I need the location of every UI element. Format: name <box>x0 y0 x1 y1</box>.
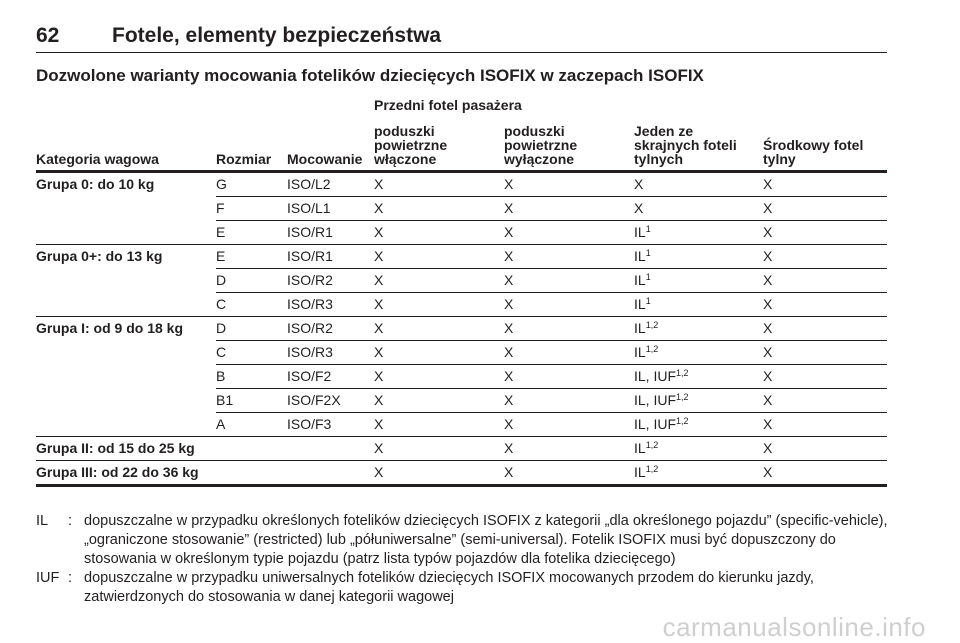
cell-rear-middle-text: X <box>763 344 773 360</box>
cell-rear-middle <box>763 176 772 192</box>
table-bottom-rule <box>36 484 887 487</box>
cell-mount-text: ISO/F2 <box>287 368 332 384</box>
cell-size-text: E <box>216 224 226 240</box>
cell-airbag-on <box>374 416 383 432</box>
cell-airbag-off-text: X <box>504 416 514 432</box>
table-row <box>0 172 960 196</box>
footnote-il-colon: : <box>68 513 73 529</box>
cell-rear-outer <box>634 368 689 384</box>
cell-size <box>216 272 226 288</box>
cell-rear-outer <box>634 440 658 456</box>
cell-rear-middle-text: X <box>763 392 773 408</box>
cell-category-text: Grupa III: od 22 do 36 kg <box>36 464 199 480</box>
cell-airbag-on <box>374 464 383 480</box>
cell-airbag-off <box>504 320 513 336</box>
cell-rear-middle <box>763 224 772 240</box>
cell-rear-outer <box>634 248 651 264</box>
cell-size-text: A <box>216 416 226 432</box>
header-line: powietrzne <box>504 137 578 153</box>
watermark: carmanualsonline.info <box>662 612 926 642</box>
footnote-iuf-term: IUF <box>36 570 60 586</box>
column-header-rear-middle <box>763 138 863 166</box>
cell-rear-outer <box>634 224 651 240</box>
cell-airbag-off-text: X <box>504 176 514 192</box>
column-group-header: Przedni fotel pasażera <box>374 97 522 113</box>
cell-rear-middle-text: X <box>763 224 773 240</box>
cell-airbag-off-text: X <box>504 464 514 480</box>
cell-rear-middle-text: X <box>763 320 773 336</box>
table-row <box>0 412 960 436</box>
cell-airbag-on <box>374 272 383 288</box>
cell-mount <box>287 272 333 288</box>
cell-airbag-on <box>374 248 383 264</box>
cell-size-text: F <box>216 200 225 216</box>
page-number: 62 <box>36 24 60 47</box>
cell-mount-text: ISO/R3 <box>287 344 333 360</box>
column-header-category: Kategoria wagowa <box>36 151 159 167</box>
header-line: skrajnych foteli <box>634 137 737 153</box>
column-header-rear-outer <box>634 124 737 166</box>
cell-airbag-on-text: X <box>374 368 384 384</box>
cell-rear-middle-text: X <box>763 272 773 288</box>
cell-mount <box>287 368 331 384</box>
cell-rear-outer-text: IL <box>634 344 646 360</box>
cell-rear-outer <box>634 272 651 288</box>
cell-airbag-on-text: X <box>374 248 384 264</box>
header-line: Środkowy fotel <box>763 137 864 153</box>
table-row <box>0 460 960 484</box>
cell-mount <box>287 248 333 264</box>
table-row <box>0 316 960 340</box>
cell-category-text: Grupa II: od 15 do 25 kg <box>36 440 195 456</box>
footnote-il-text: dopuszczalne w przypadku określonych fotelików dziecięcych ISOFIX z kategorii „dla określonego pojazdu” (specific-vehicle), „ograniczone stosowanie” (restricted) lub „półuniwersalne” (semi-universal). Fotelik ISOFIX musi być dopuszczony do stosowania w określonym typie pojazdu (patrz lista typów pojazdów dla fotelika dziecięcego) <box>84 513 888 567</box>
header-line: tylnych <box>634 151 684 167</box>
cell-airbag-off <box>504 224 513 240</box>
cell-size-text: G <box>216 176 227 192</box>
cell-airbag-on <box>374 200 383 216</box>
cell-rear-middle <box>763 320 772 336</box>
cell-mount <box>287 200 331 216</box>
cell-rear-outer <box>634 344 658 360</box>
cell-size-text: E <box>216 248 226 264</box>
table-title: Dozwolone warianty mocowania fotelików dziecięcych ISOFIX w zaczepach ISOFIX <box>36 66 704 85</box>
cell-mount <box>287 416 331 432</box>
cell-airbag-off <box>504 272 513 288</box>
footnote-ref: 1,2 <box>676 416 689 426</box>
cell-rear-middle <box>763 416 772 432</box>
cell-rear-outer-text: IL, IUF <box>634 368 677 384</box>
cell-rear-outer-text: IL <box>634 296 646 312</box>
cell-rear-outer <box>634 392 689 408</box>
cell-mount-text: ISO/F3 <box>287 416 332 432</box>
cell-airbag-off <box>504 296 513 312</box>
cell-rear-outer-text: IL, IUF <box>634 392 677 408</box>
cell-airbag-on-text: X <box>374 224 384 240</box>
cell-rear-middle <box>763 440 772 456</box>
cell-category <box>36 176 154 192</box>
cell-airbag-off-text: X <box>504 296 514 312</box>
footnote-il-term: IL <box>36 513 49 529</box>
cell-mount <box>287 224 333 240</box>
table-row <box>0 268 960 292</box>
table-row <box>0 436 960 460</box>
cell-rear-middle <box>763 200 772 216</box>
cell-size-text: D <box>216 320 227 336</box>
cell-category <box>36 320 183 336</box>
cell-rear-outer-text: IL <box>634 248 646 264</box>
table-row <box>0 388 960 412</box>
column-header-airbag-on <box>374 124 447 166</box>
column-header-mount: Mocowanie <box>287 151 363 167</box>
cell-rear-outer-text: IL <box>634 464 646 480</box>
cell-rear-outer-text: IL, IUF <box>634 416 677 432</box>
cell-rear-outer-text: IL <box>634 272 646 288</box>
cell-airbag-on-text: X <box>374 296 384 312</box>
cell-rear-middle-text: X <box>763 248 773 264</box>
cell-mount-text: ISO/R3 <box>287 296 333 312</box>
cell-mount <box>287 296 333 312</box>
footnote-ref: 1 <box>645 272 651 282</box>
footnote-ref: 1,2 <box>645 344 659 354</box>
cell-airbag-on <box>374 176 383 192</box>
cell-airbag-off-text: X <box>504 344 514 360</box>
cell-airbag-on <box>374 440 383 456</box>
cell-rear-middle-text: X <box>763 296 773 312</box>
cell-size <box>216 224 225 240</box>
cell-rear-outer-text: IL <box>634 224 646 240</box>
cell-mount-text: ISO/L1 <box>287 200 331 216</box>
cell-rear-middle <box>763 344 772 360</box>
cell-airbag-on-text: X <box>374 200 384 216</box>
cell-rear-middle <box>763 248 772 264</box>
footnote-iuf-colon: : <box>68 570 73 586</box>
cell-airbag-on-text: X <box>374 464 384 480</box>
cell-rear-middle-text: X <box>763 440 773 456</box>
cell-mount <box>287 392 341 408</box>
cell-airbag-on-text: X <box>374 440 384 456</box>
cell-category <box>36 248 162 264</box>
cell-rear-middle-text: X <box>763 368 773 384</box>
cell-size <box>216 200 225 216</box>
cell-rear-middle-text: X <box>763 416 773 432</box>
cell-mount-text: ISO/L2 <box>287 176 331 192</box>
cell-airbag-off <box>504 368 513 384</box>
cell-rear-middle-text: X <box>763 176 773 192</box>
cell-rear-outer-text: IL <box>634 440 646 456</box>
cell-rear-outer <box>634 296 651 312</box>
header-line: poduszki <box>504 123 565 139</box>
cell-airbag-on <box>374 368 383 384</box>
cell-airbag-off-text: X <box>504 272 514 288</box>
header-line: poduszki <box>374 123 435 139</box>
column-header-airbag-off <box>504 124 577 166</box>
header-line: wyłączone <box>504 151 575 167</box>
footnote-ref: 1 <box>645 248 651 258</box>
cell-size-text: B <box>216 368 226 384</box>
footnote-ref: 1,2 <box>645 320 659 330</box>
cell-airbag-on <box>374 224 383 240</box>
cell-rear-middle-text: X <box>763 464 773 480</box>
cell-airbag-off-text: X <box>504 440 514 456</box>
section-title: Fotele, elementy bezpieczeństwa <box>112 24 442 47</box>
cell-size <box>216 416 225 432</box>
cell-rear-outer-text: X <box>634 200 644 216</box>
cell-airbag-on-text: X <box>374 176 384 192</box>
cell-rear-middle <box>763 368 772 384</box>
cell-category-text: Grupa 0+: do 13 kg <box>36 248 163 264</box>
cell-airbag-off-text: X <box>504 200 514 216</box>
cell-mount <box>287 320 333 336</box>
cell-size <box>216 392 233 408</box>
header-rule <box>36 52 887 53</box>
cell-rear-outer <box>634 416 689 432</box>
footnote-iuf-text: dopuszczalne w przypadku uniwersalnych fotelików dziecięcych ISOFIX mocowanych przodem do kierunku jazdy, zatwierdzonych do stosowania w danej kategorii wagowej <box>84 570 814 605</box>
cell-airbag-off <box>504 200 513 216</box>
cell-rear-outer-text: IL <box>634 320 646 336</box>
cell-size <box>216 296 226 312</box>
cell-airbag-off-text: X <box>504 224 514 240</box>
cell-airbag-off <box>504 464 513 480</box>
cell-airbag-on-text: X <box>374 344 384 360</box>
cell-airbag-off-text: X <box>504 368 514 384</box>
cell-mount-text: ISO/F2X <box>287 392 341 408</box>
cell-category-text: Grupa I: od 9 do 18 kg <box>36 320 184 336</box>
footnote-ref: 1 <box>645 296 651 306</box>
cell-airbag-off <box>504 248 513 264</box>
cell-size <box>216 248 225 264</box>
cell-airbag-off-text: X <box>504 392 514 408</box>
cell-rear-middle <box>763 464 772 480</box>
cell-rear-outer <box>634 176 643 192</box>
table-row <box>0 292 960 316</box>
cell-airbag-off-text: X <box>504 320 514 336</box>
cell-mount <box>287 344 333 360</box>
cell-size-text: C <box>216 344 227 360</box>
cell-mount-text: ISO/R2 <box>287 320 333 336</box>
cell-category-text: Grupa 0: do 10 kg <box>36 176 155 192</box>
footnote-ref: 1 <box>645 224 651 234</box>
cell-airbag-off <box>504 344 513 360</box>
cell-size <box>216 344 226 360</box>
cell-airbag-off-text: X <box>504 248 514 264</box>
cell-mount-text: ISO/R2 <box>287 272 333 288</box>
cell-size-text: B1 <box>216 392 234 408</box>
cell-airbag-on <box>374 392 383 408</box>
cell-airbag-off <box>504 176 513 192</box>
table-row <box>0 244 960 268</box>
cell-rear-outer <box>634 464 658 480</box>
table-row <box>0 220 960 244</box>
cell-rear-middle <box>763 392 772 408</box>
cell-airbag-on-text: X <box>374 272 384 288</box>
cell-airbag-on <box>374 320 383 336</box>
footnote-ref: 1,2 <box>645 440 659 450</box>
cell-size <box>216 320 226 336</box>
cell-airbag-off <box>504 416 513 432</box>
footnote-ref: 1,2 <box>645 464 659 474</box>
table-row <box>0 196 960 220</box>
footnote-ref: 1,2 <box>676 368 689 378</box>
header-line: tylny <box>763 151 796 167</box>
cell-airbag-off <box>504 440 513 456</box>
cell-airbag-on-text: X <box>374 392 384 408</box>
cell-airbag-on-text: X <box>374 416 384 432</box>
header-line: włączone <box>374 151 437 167</box>
cell-airbag-on-text: X <box>374 320 384 336</box>
table-row <box>0 340 960 364</box>
cell-airbag-off <box>504 392 513 408</box>
cell-rear-outer-text: X <box>634 176 644 192</box>
cell-category <box>36 464 199 480</box>
footnote-ref: 1,2 <box>676 392 689 402</box>
header-line: powietrzne <box>374 137 448 153</box>
cell-rear-middle <box>763 272 772 288</box>
cell-rear-middle <box>763 296 772 312</box>
cell-category <box>36 440 195 456</box>
cell-rear-outer <box>634 320 658 336</box>
cell-size <box>216 176 227 192</box>
cell-mount <box>287 176 331 192</box>
cell-size-text: D <box>216 272 227 288</box>
cell-mount-text: ISO/R1 <box>287 248 333 264</box>
cell-mount-text: ISO/R1 <box>287 224 333 240</box>
cell-airbag-on <box>374 296 383 312</box>
cell-rear-outer <box>634 200 643 216</box>
cell-size <box>216 368 225 384</box>
cell-airbag-on <box>374 344 383 360</box>
cell-rear-middle-text: X <box>763 200 773 216</box>
header-line: Jeden ze <box>634 123 694 139</box>
cell-size-text: C <box>216 296 227 312</box>
column-header-size: Rozmiar <box>216 151 272 167</box>
table-row <box>0 364 960 388</box>
